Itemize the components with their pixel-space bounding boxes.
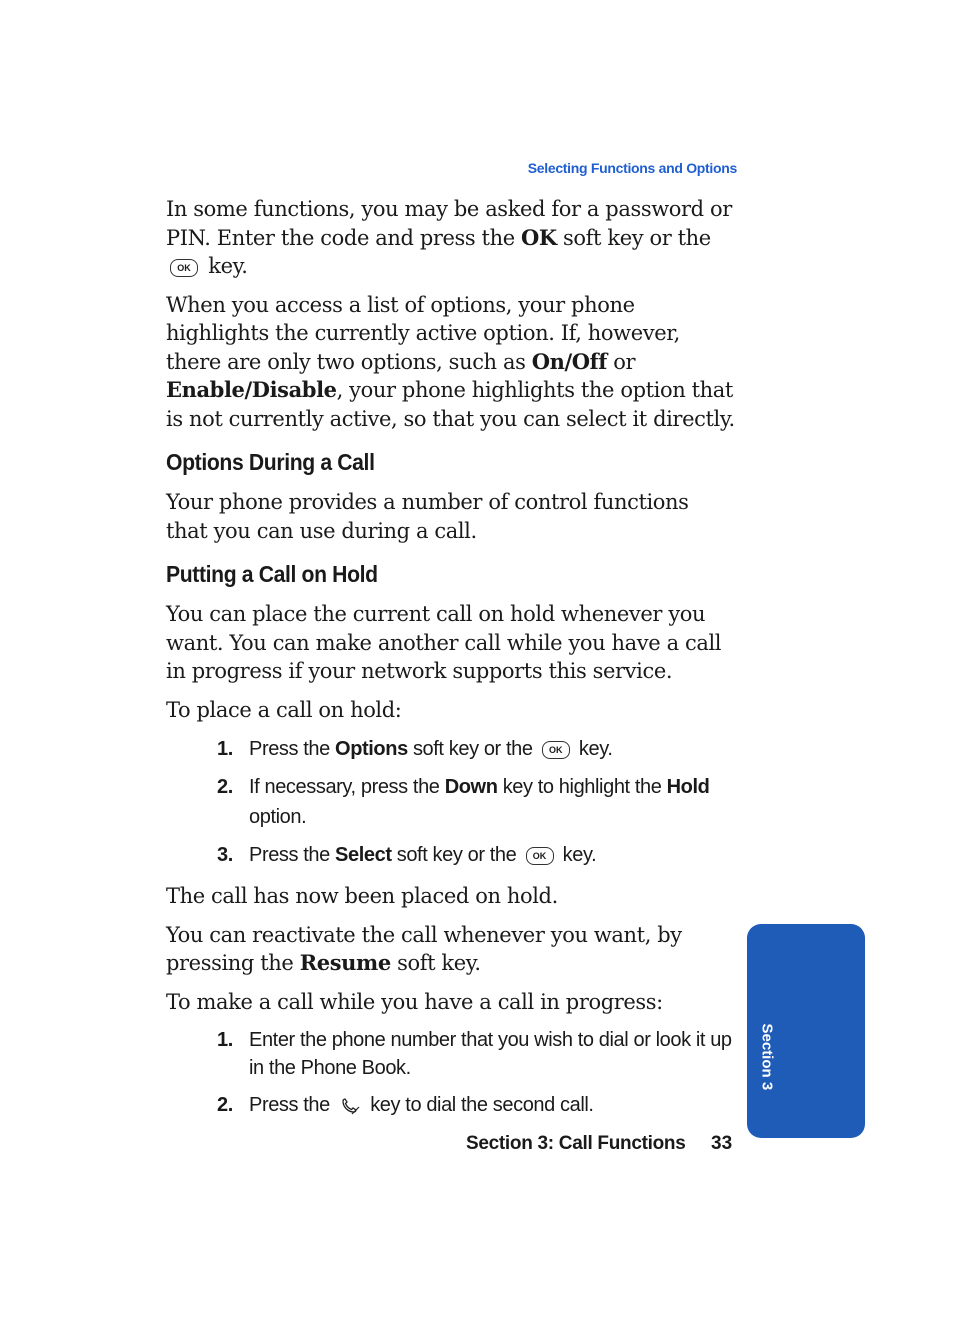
text: key.: [202, 254, 248, 278]
text: If necessary, press the: [249, 776, 445, 798]
enable-disable-label: Enable/Disable: [166, 377, 337, 402]
text: soft key or the: [556, 225, 711, 250]
ok-label: OK: [521, 224, 557, 250]
step-number: 1.: [217, 738, 233, 760]
section-tab-label: [759, 1024, 776, 1054]
text: key.: [573, 738, 613, 760]
footer-title: Section 3: Call Functions: [466, 1133, 686, 1154]
text: or: [606, 349, 636, 374]
down-label: Down: [444, 776, 498, 798]
text: In some functions, you may be asked for a password or PIN. Enter the code and press the: [166, 197, 732, 250]
paragraph-password: [166, 195, 736, 281]
ok-key-icon: OK: [542, 741, 570, 759]
hold-label: Hold: [666, 776, 710, 798]
ok-key-icon: OK: [526, 847, 554, 865]
list-item: [217, 734, 736, 764]
heading-options-during-call: Options During a Call: [166, 449, 375, 475]
page-content: [166, 195, 736, 1132]
list-item: [217, 772, 736, 832]
send-key-icon: [339, 1095, 361, 1117]
text: You can reactivate the call whenever you want, by pressing the: [166, 922, 682, 975]
text: key to dial the second call.: [365, 1094, 594, 1116]
text: key to highlight the: [497, 776, 667, 798]
paragraph-second-call-intro: To make a call while you have a call in progress:: [166, 989, 663, 1014]
text: key.: [557, 844, 597, 866]
step-number: 2.: [217, 1094, 233, 1116]
paragraph-control-functions: Your phone provides a number of control functions that you can use during a call.: [166, 490, 689, 543]
heading-putting-call-on-hold: Putting a Call on Hold: [166, 561, 378, 587]
list-item: [217, 1090, 736, 1120]
on-off-label: On/Off: [531, 348, 607, 374]
text: , your phone highlights the option that is not currently active, so that you can select it directly.: [166, 378, 735, 431]
select-label: Select: [335, 844, 392, 866]
step-number: 2.: [217, 776, 233, 798]
list-item: [217, 840, 736, 870]
text: soft key or the: [391, 844, 522, 866]
ok-key-icon: OK: [170, 259, 198, 277]
step-number: 3.: [217, 844, 233, 866]
paragraph-to-place-hold: To place a call on hold:: [166, 697, 402, 722]
paragraph-reactivate: [166, 921, 736, 978]
list-item: [217, 1026, 736, 1082]
text: When you access a list of options, your phone highlights the currently active option. If, however, there are only two options, such as: [166, 292, 680, 374]
text: option.: [249, 806, 307, 828]
paragraph-options-list: [166, 291, 736, 434]
page-number: 33: [711, 1133, 733, 1154]
second-call-steps-list: [166, 1026, 736, 1120]
paragraph-hold-intro: You can place the current call on hold whenever you want. You can make another call while you have a call in progress if your network supports this service.: [166, 602, 722, 683]
hold-steps-list: [166, 734, 736, 870]
running-head: Selecting Functions and Options: [527, 160, 737, 176]
text: Enter the phone number that you wish to dial or look it up in the Phone Book.: [249, 1029, 732, 1079]
resume-label: Resume: [299, 950, 391, 975]
text: soft key.: [390, 951, 481, 975]
text: Press the: [249, 1094, 336, 1116]
text: soft key or the: [407, 738, 538, 760]
text: Press the: [249, 738, 336, 760]
text: Press the: [249, 844, 336, 866]
step-number: 1.: [217, 1029, 233, 1051]
paragraph-placed-on-hold: The call has now been placed on hold.: [166, 884, 558, 908]
options-label: Options: [335, 738, 408, 760]
